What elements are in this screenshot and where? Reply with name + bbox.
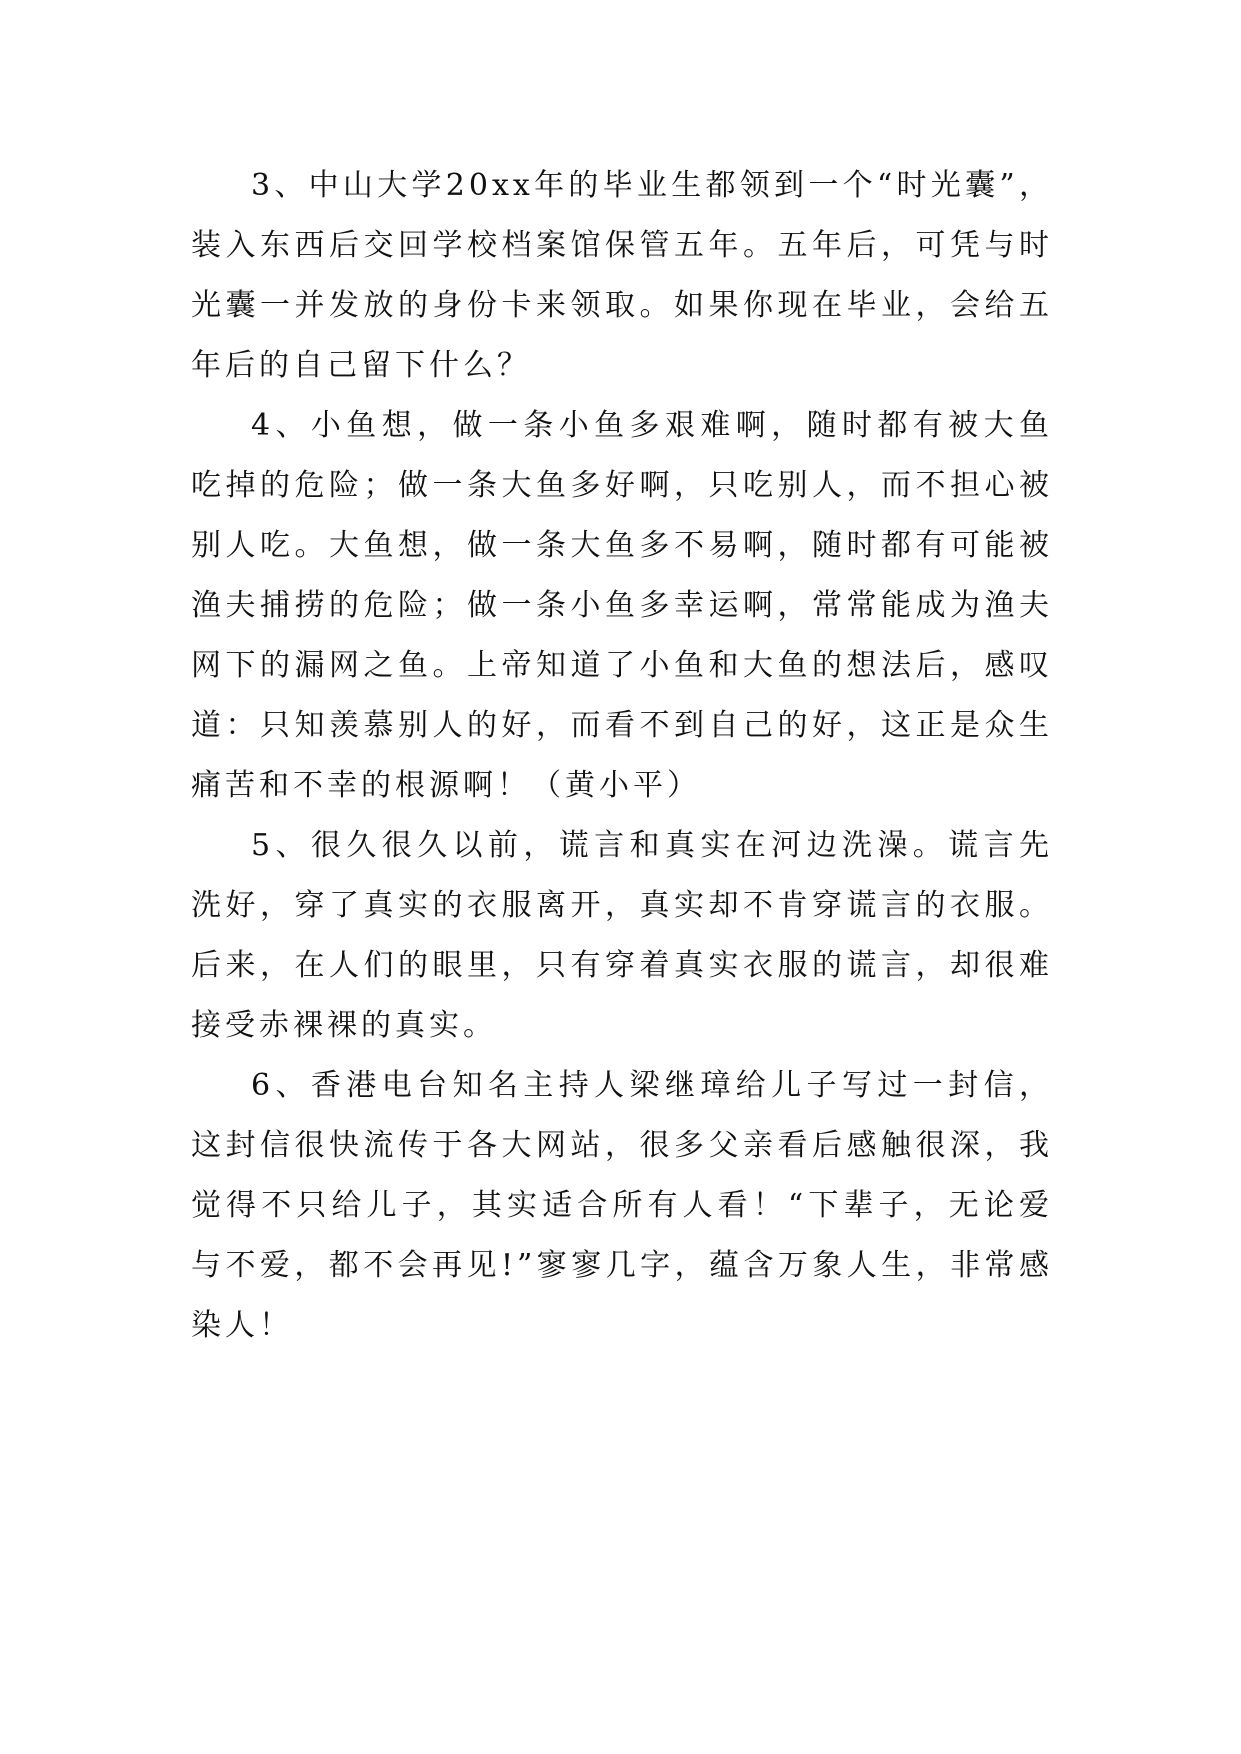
paragraph-letter-to-son: 6、香港电台知名主持人梁继璋给儿子写过一封信，这封信很快流传于各大网站，很多父亲看后感触很深，我觉得不只给儿子，其实适合所有人看！“下辈子，无论爱与不爱，都不会再见!”寥寥几字，蕴含万象人生，非常感染人！: [191, 1068, 1053, 1343]
paragraph-small-fish-big-fish: 4、小鱼想，做一条小鱼多艰难啊，随时都有被大鱼吃掉的危险；做一条大鱼多好啊，只吃别人，而不担心被别人吃。大鱼想，做一条大鱼多不易啊，随时都有可能被渔夫捕捞的危险；做一条小鱼多幸运啊，常常能成为渔夫网下的漏网之鱼。上帝知道了小鱼和大鱼的想法后，感叹道：只知羡慕别人的好，而看不到自己的好，这正是众生痛苦和不幸的根源啊！（黄小平）: [191, 408, 1053, 803]
document-body: [191, 156, 1053, 1356]
paragraph-time-capsule: 3、中山大学20xx年的毕业生都领到一个“时光囊”，装入东西后交回学校档案馆保管五年。五年后，可凭与时光囊一并发放的身份卡来领取。如果你现在毕业，会给五年后的自己留下什么？: [191, 168, 1053, 383]
paragraph-lies-and-truth: 5、很久很久以前，谎言和真实在河边洗澡。谎言先洗好，穿了真实的衣服离开，真实却不肯穿谎言的衣服。后来，在人们的眼里，只有穿着真实衣服的谎言，却很难接受赤裸裸的真实。: [191, 828, 1053, 1043]
